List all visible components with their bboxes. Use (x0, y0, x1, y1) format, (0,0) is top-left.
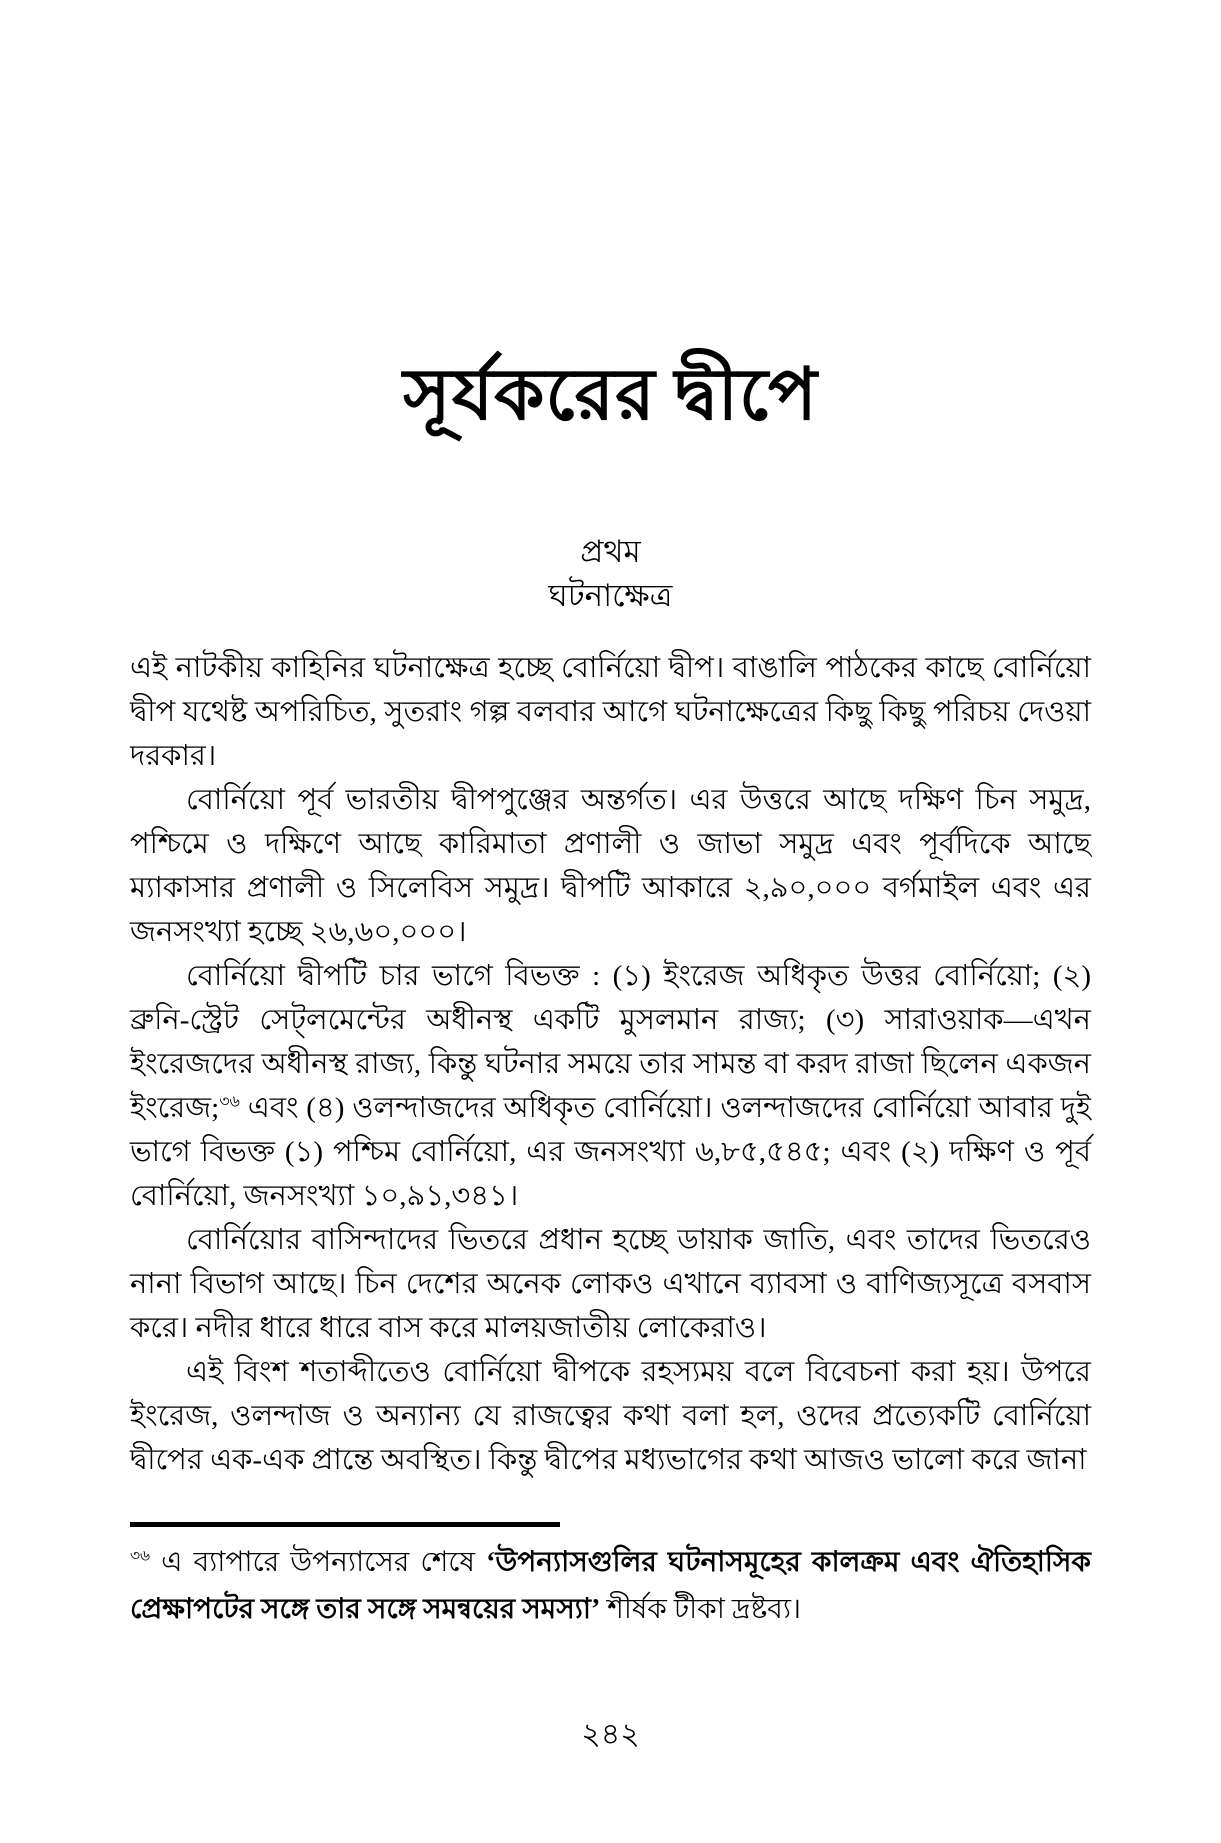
paragraph-5: এই বিংশ শতাব্দীতেও বোর্নিয়ো দ্বীপকে রহস্যময় বলে বিবেচনা করা হয়। উপরে ইংরেজ, ওলন্দাজ ও অন্যান্য যে রাজত্বের কথা বলা হল, ওদের প্রত্যেকটি বোর্নিয়ো দ্বীপের এক-এক প্রান্তে অবস্থিত। কিন্তু দ্বীপের মধ্যভাগের কথা আজও ভালো করে জানা (130, 1356, 1091, 1476)
footnote (130, 1539, 1091, 1633)
paragraph-3 (130, 954, 1091, 1218)
footnote-text-before-title: এ ব্যাপারে উপন্যাসের শেষে (161, 1547, 487, 1578)
part-heading: প্রথম (580, 534, 641, 569)
footnote-bold-title: ‘উপন্যাসগুলির ঘটনাসমূহের কালক্রম এবং ঐতিহাসিক প্রেক্ষাপটের সঙ্গে তার সঙ্গে সমন্বয়ের সমস্যা’ (130, 1547, 1092, 1625)
paragraph-4: বোর্নিয়োর বাসিন্দাদের ভিতরে প্রধান হচ্ছে ডায়াক জাতি, এবং তাদের ভিতরেও নানা বিভাগ আছে। চিন দেশের অনেক লোকও এখানে ব্যাবসা ও বাণিজ্যসূত্রে বসবাস করে। নদীর ধারে ধারে বাস করে মালয়জাতীয় লোকেরাও। (130, 1224, 1091, 1344)
paragraph-3-text-after-ref: এবং (৪) ওলন্দাজদের অধিকৃত বোর্নিয়ো। ওলন্দাজদের বোর্নিয়ো আবার দুই ভাগে বিভক্ত (১) পশ্চিম বোর্নিয়ো, এর জনসংখ্যা ৬,৮৫,৫৪৫; এবং (২) দক্ষিণ ও পূর্ব বোর্নিয়ো, জনসংখ্যা ১০,৯১,৩৪১। (130, 1092, 1091, 1212)
chapter-title: সূর্যকরের দ্বীপে (403, 355, 818, 435)
footnote-text-after-title: শীর্ষক টীকা দ্রষ্টব্য। (600, 1594, 801, 1625)
page-number: ২৪২ (581, 1718, 640, 1751)
body-text (130, 646, 1091, 1482)
paragraph-1: এই নাটকীয় কাহিনির ঘটনাক্ষেত্র হচ্ছে বোর্নিয়ো দ্বীপ। বাঙালি পাঠকের কাছে বোর্নিয়ো দ্বীপ যথেষ্ট অপরিচিত, সুতরাং গল্প বলবার আগে ঘটনাক্ষেত্রের কিছু কিছু পরিচয় দেওয়া দরকার। (130, 652, 1091, 772)
paragraph-3-text-before-ref: বোর্নিয়ো দ্বীপটি চার ভাগে বিভক্ত : (১) ইংরেজ অধিকৃত উত্তর বোর্নিয়ো; (২) ব্রুনি-স্ট্রেট সেট্‌লমেন্টের অধীনস্থ একটি মুসলমান রাজ্য; (৩) সারাওয়াক—এখন ইংরেজদের অধীনস্থ রাজ্য, কিন্তু ঘটনার সময়ে তার সামন্ত বা করদ রাজা ছিলেন একজন ইংরেজ; (130, 960, 1091, 1124)
footnote-marker: ৩৬ (130, 1547, 151, 1565)
footnote-reference-mark: ৩৬ (219, 1093, 240, 1111)
footnote-area (130, 1522, 1091, 1633)
paragraph-2: বোর্নিয়ো পূর্ব ভারতীয় দ্বীপপুঞ্জের অন্তর্গত। এর উত্তরে আছে দক্ষিণ চিন সমুদ্র, পশ্চিমে ও দক্ষিণে আছে কারিমাতা প্রণালী ও জাভা সমুদ্র এবং পূর্বদিকে আছে ম্যাকাসার প্রণালী ও সিলেবিস সমুদ্র। দ্বীপটি আকারে ২,৯০,০০০ বর্গমাইল এবং এর জনসংখ্যা হচ্ছে ২৬,৬০,০০০। (130, 784, 1091, 948)
footnote-divider-rule (130, 1522, 560, 1527)
section-heading: ঘটনাক্ষেত্র (548, 578, 673, 613)
